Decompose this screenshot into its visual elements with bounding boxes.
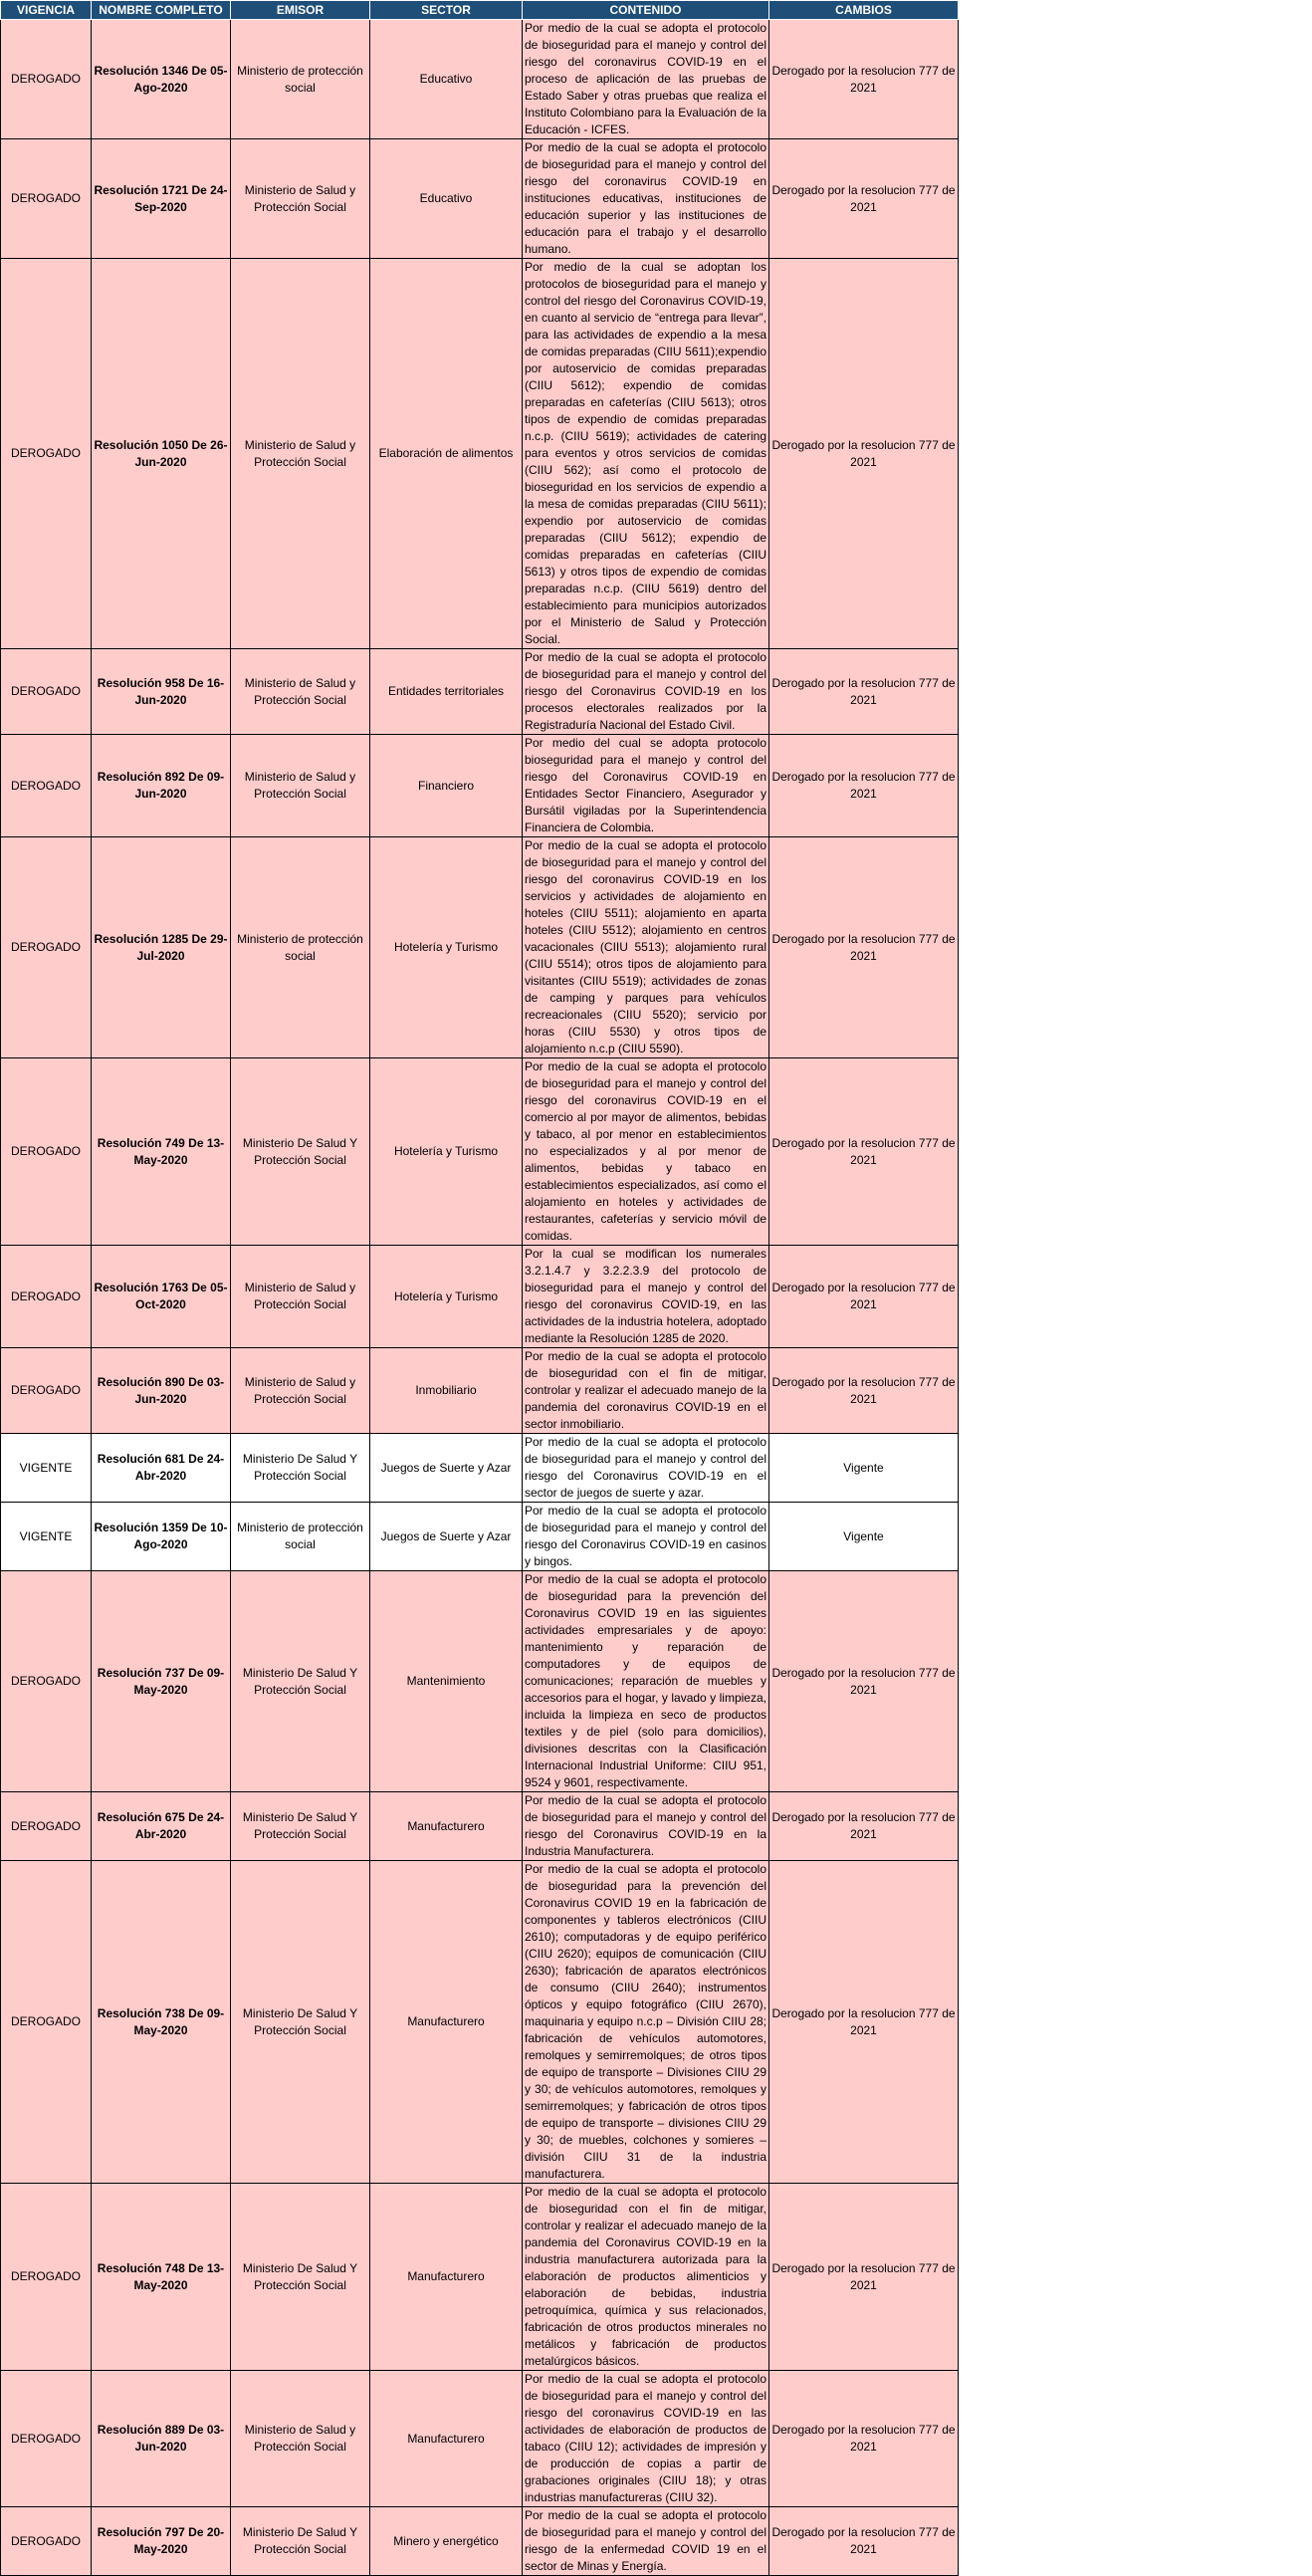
vigencia-cell[interactable]: DEROGADO [1,1348,92,1434]
table-row [1,1861,959,2184]
table-row [1,1058,959,1246]
nombre-cell[interactable]: Resolución 1721 De 24-Sep-2020 [92,139,231,259]
contenido-cell[interactable]: Por medio de la cual se adopta el protocolo de bioseguridad para el manejo y control del riesgo del coronavirus COVID-19 en las actividades de elaboración de productos de tabaco (CIIU 12); actividades de impresión y de producción de copias a partir de grabaciones originales (CIIU 18); y otras industrias manufactureras (CIIU 32). [523,2371,769,2507]
nombre-cell[interactable]: Resolución 1763 De 05-Oct-2020 [92,1246,231,1348]
column-header-emisor[interactable]: EMISOR [231,1,370,20]
contenido-cell[interactable]: Por medio de la cual se adopta el protocolo de bioseguridad para el manejo y control del riesgo del Coronavirus COVID-19 en casinos y bingos. [523,1503,769,1571]
vigencia-cell[interactable]: DEROGADO [1,735,92,837]
cambios-cell[interactable]: Derogado por la resolucion 777 de 2021 [769,837,959,1058]
vigencia-cell[interactable]: VIGENTE [1,1503,92,1571]
table-row [1,649,959,735]
cambios-cell[interactable]: Derogado por la resolucion 777 de 2021 [769,735,959,837]
table-row [1,1792,959,1861]
vigencia-cell[interactable]: VIGENTE [1,1434,92,1503]
table-row [1,735,959,837]
nombre-cell[interactable]: Resolución 748 De 13-May-2020 [92,2184,231,2371]
vigencia-cell[interactable]: DEROGADO [1,1861,92,2184]
column-header-nombre[interactable]: NOMBRE COMPLETO [92,1,231,20]
cambios-cell[interactable]: Derogado por la resolucion 777 de 2021 [769,649,959,735]
emisor-cell[interactable]: Ministerio De Salud Y Protección Social [231,1571,370,1792]
cambios-cell[interactable]: Derogado por la resolucion 777 de 2021 [769,259,959,649]
emisor-cell[interactable]: Ministerio De Salud Y Protección Social [231,1434,370,1503]
table-row [1,2371,959,2507]
table-row [1,20,959,139]
nombre-cell[interactable]: Resolución 1050 De 26-Jun-2020 [92,259,231,649]
vigencia-cell[interactable]: DEROGADO [1,837,92,1058]
table-row [1,1503,959,1571]
sector-cell[interactable]: Hotelería y Turismo [370,837,523,1058]
sector-cell[interactable]: Financiero [370,735,523,837]
vigencia-cell[interactable]: DEROGADO [1,2184,92,2371]
table-row [1,2507,959,2576]
cambios-cell[interactable]: Derogado por la resolucion 777 de 2021 [769,20,959,139]
cambios-cell[interactable]: Derogado por la resolucion 777 de 2021 [769,1246,959,1348]
sector-cell[interactable]: Inmobiliario [370,1348,523,1434]
sector-cell[interactable]: Elaboración de alimentos [370,259,523,649]
contenido-cell[interactable]: Por medio de la cual se adopta el protocolo de bioseguridad para el manejo y control del riesgo de la enfermedad COVID 19 en el sector de Minas y Energía. [523,2507,769,2576]
emisor-cell[interactable]: Ministerio de Salud y Protección Social [231,735,370,837]
emisor-cell[interactable]: Ministerio de protección social [231,20,370,139]
cambios-cell[interactable]: Derogado por la resolucion 777 de 2021 [769,2371,959,2507]
vigencia-cell[interactable]: DEROGADO [1,20,92,139]
emisor-cell[interactable]: Ministerio de Salud y Protección Social [231,649,370,735]
contenido-cell[interactable]: Por medio de la cual se adopta el protocolo de bioseguridad para la prevención del Coronavirus COVID 19 en la fabricación de componentes y tableros electrónicos (CIIU 2610); computadoras y de equipo periférico (CIIU 2620); equipos de comunicación (CIIU 2630); fabricación de aparatos electrónicos de consumo (CIIU 2640); instrumentos ópticos y equipo fotográfico (CIIU 2670), maquinaria y equipo n.c.p – División CIIU 28; fabricación de vehículos automotores, remolques y semirremolques; de otros tipos de equipo de transporte – Divisiones CIIU 29 y 30; de vehículos automotores, remolques y semirremolques; y fabricación de otros tipos de equipo de transporte – divisiones CIIU 29 y 30; de muebles, colchones y somieres – división CIIU 31 de la industria manufacturera. [523,1861,769,2184]
column-header-vigencia[interactable]: VIGENCIA [1,1,92,20]
sector-cell[interactable]: Juegos de Suerte y Azar [370,1503,523,1571]
nombre-cell[interactable]: Resolución 1359 De 10-Ago-2020 [92,1503,231,1571]
contenido-cell[interactable]: Por medio del cual se adopta protocolo bioseguridad para el manejo y control del riesgo del Coronavirus COVID-19 en Entidades Sector Financiero, Asegurador y Bursátil vigiladas por la Superintendencia Financiera de Colombia. [523,735,769,837]
sector-cell[interactable]: Educativo [370,20,523,139]
vigencia-cell[interactable]: DEROGADO [1,139,92,259]
column-header-sector[interactable]: SECTOR [370,1,523,20]
sector-cell[interactable]: Juegos de Suerte y Azar [370,1434,523,1503]
cambios-cell[interactable]: Vigente [769,1503,959,1571]
nombre-cell[interactable]: Resolución 797 De 20-May-2020 [92,2507,231,2576]
contenido-cell[interactable]: Por medio de la cual se adoptan los protocolos de bioseguridad para el manejo y control del riesgo del Coronavirus COVID-19, en cuanto al servicio de “entrega para llevar”, para las actividades de expendio a la mesa de comidas preparadas (CIIU 5611);expendio por autoservicio de comidas preparadas (CIIU 5612); expendio de comidas preparadas en cafeterías (CIIU 5613); otros tipos de expendio de comidas preparadas n.c.p. (CIIU 5619); actividades de catering para eventos y otros servicios de comidas (CIIU 562); así como el protocolo de bioseguridad en los servicios de expendio a la mesa de comidas preparadas (CIIU 5611); expendio por autoservicio de comidas preparadas (CIIU 5612); expendio de comidas preparadas en cafeterías (CIIU 5613) y otros tipos de expendio de comidas preparadas n.c.p. (CIIU 5619) dentro del establecimiento para municipios autorizados por el Ministerio de Salud y Protección Social. [523,259,769,649]
emisor-cell[interactable]: Ministerio de Salud y Protección Social [231,139,370,259]
sector-cell[interactable]: Manufacturero [370,2371,523,2507]
emisor-cell[interactable]: Ministerio de protección social [231,837,370,1058]
table-row [1,1348,959,1434]
sector-cell[interactable]: Manufacturero [370,1861,523,2184]
table-row [1,139,959,259]
table-row [1,2184,959,2371]
nombre-cell[interactable]: Resolución 675 De 24-Abr-2020 [92,1792,231,1861]
contenido-cell[interactable]: Por medio de la cual se adopta el protocolo de bioseguridad para el manejo y control del riesgo del Coronavirus COVID-19 en el sector de juegos de suerte y azar. [523,1434,769,1503]
cambios-cell[interactable]: Derogado por la resolucion 777 de 2021 [769,1058,959,1246]
nombre-cell[interactable]: Resolución 749 De 13-May-2020 [92,1058,231,1246]
emisor-cell[interactable]: Ministerio de Salud y Protección Social [231,1246,370,1348]
nombre-cell[interactable]: Resolución 890 De 03-Jun-2020 [92,1348,231,1434]
cambios-cell[interactable]: Derogado por la resolucion 777 de 2021 [769,139,959,259]
nombre-cell[interactable]: Resolución 892 De 09-Jun-2020 [92,735,231,837]
contenido-cell[interactable]: Por medio de la cual se adopta el protocolo de bioseguridad para el manejo y control del riesgo del Coronavirus COVID-19 en la Industria Manufacturera. [523,1792,769,1861]
sector-cell[interactable]: Educativo [370,139,523,259]
vigencia-cell[interactable]: DEROGADO [1,2371,92,2507]
vigencia-cell[interactable]: DEROGADO [1,649,92,735]
cambios-cell[interactable]: Vigente [769,1434,959,1503]
contenido-cell[interactable]: Por medio de la cual se adopta el protocolo de bioseguridad para el manejo y control del riesgo del coronavirus COVID-19 en los servicios y actividades de alojamiento en hoteles (CIIU 5511); alojamiento en aparta hoteles (CIIU 5512); alojamiento en centros vacacionales (CIIU 5513); alojamiento rural (CIIU 5514); otros tipos de alojamiento para visitantes (CIIU 5519); actividades de zonas de camping y parques para vehículos recreacionales (CIIU 5520); servicio por horas (CIIU 5530) y otros tipos de alojamiento n.c.p (CIIU 5590). [523,837,769,1058]
vigencia-cell[interactable]: DEROGADO [1,1058,92,1246]
cambios-cell[interactable]: Derogado por la resolucion 777 de 2021 [769,1571,959,1792]
vigencia-cell[interactable]: DEROGADO [1,259,92,649]
sector-cell[interactable]: Entidades territoriales [370,649,523,735]
emisor-cell[interactable]: Ministerio De Salud Y Protección Social [231,2184,370,2371]
table-row [1,1434,959,1503]
emisor-cell[interactable]: Ministerio De Salud Y Protección Social [231,2507,370,2576]
nombre-cell[interactable]: Resolución 681 De 24-Abr-2020 [92,1434,231,1503]
table-row [1,837,959,1058]
contenido-cell[interactable]: Por medio de la cual se adopta el protocolo de bioseguridad para el manejo y control del riesgo del Coronavirus COVID-19 en los procesos electorales realizados por la Registraduría Nacional del Estado Civil. [523,649,769,735]
column-header-contenido[interactable]: CONTENIDO [523,1,769,20]
emisor-cell[interactable]: Ministerio De Salud Y Protección Social [231,1861,370,2184]
cambios-cell[interactable]: Derogado por la resolucion 777 de 2021 [769,2184,959,2371]
vigencia-cell[interactable]: DEROGADO [1,1246,92,1348]
cambios-cell[interactable]: Derogado por la resolucion 777 de 2021 [769,1348,959,1434]
nombre-cell[interactable]: Resolución 737 De 09-May-2020 [92,1571,231,1792]
table-row [1,1246,959,1348]
contenido-cell[interactable]: Por medio de la cual se adopta el protocolo de bioseguridad para el manejo y control del riesgo del coronavirus COVID-19 en el comercio al por mayor de alimentos, bebidas y tabaco, al por menor en establecimientos no especializados y al por menor de alimentos, bebidas y tabaco en establecimientos especializados, así como el alojamiento en hoteles y actividades de restaurantes, cafeterías y servicio móvil de comidas. [523,1058,769,1246]
cambios-cell[interactable]: Derogado por la resolucion 777 de 2021 [769,1861,959,2184]
cambios-cell[interactable]: Derogado por la resolucion 777 de 2021 [769,1792,959,1861]
vigencia-cell[interactable]: DEROGADO [1,1792,92,1861]
emisor-cell[interactable]: Ministerio de Salud y Protección Social [231,2371,370,2507]
vigencia-cell[interactable]: DEROGADO [1,2507,92,2576]
sector-cell[interactable]: Manufacturero [370,1792,523,1861]
sector-cell[interactable]: Hotelería y Turismo [370,1058,523,1246]
contenido-cell[interactable]: Por la cual se modifican los numerales 3.2.1.4.7 y 3.2.2.3.9 del protocolo de bioseguridad para el manejo y control del riesgo del coronavirus COVID-19, en las actividades de la industria hotelera, adoptado mediante la Resolución 1285 de 2020. [523,1246,769,1348]
contenido-cell[interactable]: Por medio de la cual se adopta el protocolo de bioseguridad para la prevención del Coronavirus COVID 19 en las siguientes actividades empresariales y de apoyo: mantenimiento y reparación de computadores y de equipos de comunicaciones; reparación de muebles y accesorios para el hogar, y lavado y limpieza, incluida la limpieza en seco de productos textiles y de piel (solo para domicilios), divisiones descritas con la Clasificación Internacional Industrial Uniforme: CIIU 951, 9524 y 9601, respectivamente. [523,1571,769,1792]
header-row [1,1,959,20]
nombre-cell[interactable]: Resolución 738 De 09-May-2020 [92,1861,231,2184]
emisor-cell[interactable]: Ministerio de protección social [231,1503,370,1571]
emisor-cell[interactable]: Ministerio de Salud y Protección Social [231,1348,370,1434]
sector-cell[interactable]: Minero y energético [370,2507,523,2576]
column-header-cambios[interactable]: CAMBIOS [769,1,959,20]
contenido-cell[interactable]: Por medio de la cual se adopta el protocolo de bioseguridad con el fin de mitigar, controlar y realizar el adecuado manejo de la pandemia del Coronavirus COVID-19 en la industria manufacturera autorizada para la elaboración de productos alimenticios y elaboración de bebidas, industria petroquímica, química y sus relacionados, fabricación de otros productos minerales no metálicos y fabricación de productos metalúrgicos básicos. [523,2184,769,2371]
emisor-cell[interactable]: Ministerio De Salud Y Protección Social [231,1058,370,1246]
emisor-cell[interactable]: Ministerio De Salud Y Protección Social [231,1792,370,1861]
nombre-cell[interactable]: Resolución 889 De 03-Jun-2020 [92,2371,231,2507]
sector-cell[interactable]: Hotelería y Turismo [370,1246,523,1348]
sector-cell[interactable]: Manufacturero [370,2184,523,2371]
contenido-cell[interactable]: Por medio de la cual se adopta el protocolo de bioseguridad con el fin de mitigar, controlar y realizar el adecuado manejo de la pandemia del coronavirus COVID-19 en el sector inmobiliario. [523,1348,769,1434]
table-body [1,20,959,2576]
sector-cell[interactable]: Mantenimiento [370,1571,523,1792]
nombre-cell[interactable]: Resolución 1285 De 29-Jul-2020 [92,837,231,1058]
nombre-cell[interactable]: Resolución 958 De 16-Jun-2020 [92,649,231,735]
table-row [1,1571,959,1792]
emisor-cell[interactable]: Ministerio de Salud y Protección Social [231,259,370,649]
cambios-cell[interactable]: Derogado por la resolucion 777 de 2021 [769,2507,959,2576]
contenido-cell[interactable]: Por medio de la cual se adopta el protocolo de bioseguridad para el manejo y control del riesgo del coronavirus COVID-19 en el proceso de aplicación de las pruebas de Estado Saber y otras pruebas que realiza el Instituto Colombiano para la Evaluación de la Educación - ICFES. [523,20,769,139]
nombre-cell[interactable]: Resolución 1346 De 05-Ago-2020 [92,20,231,139]
contenido-cell[interactable]: Por medio de la cual se adopta el protocolo de bioseguridad para el manejo y control del riesgo del coronavirus COVID-19 en instituciones educativas, instituciones de educación superior y las instituciones de educación para el trabajo y el desarrollo humano. [523,139,769,259]
table-row [1,259,959,649]
vigencia-cell[interactable]: DEROGADO [1,1571,92,1792]
